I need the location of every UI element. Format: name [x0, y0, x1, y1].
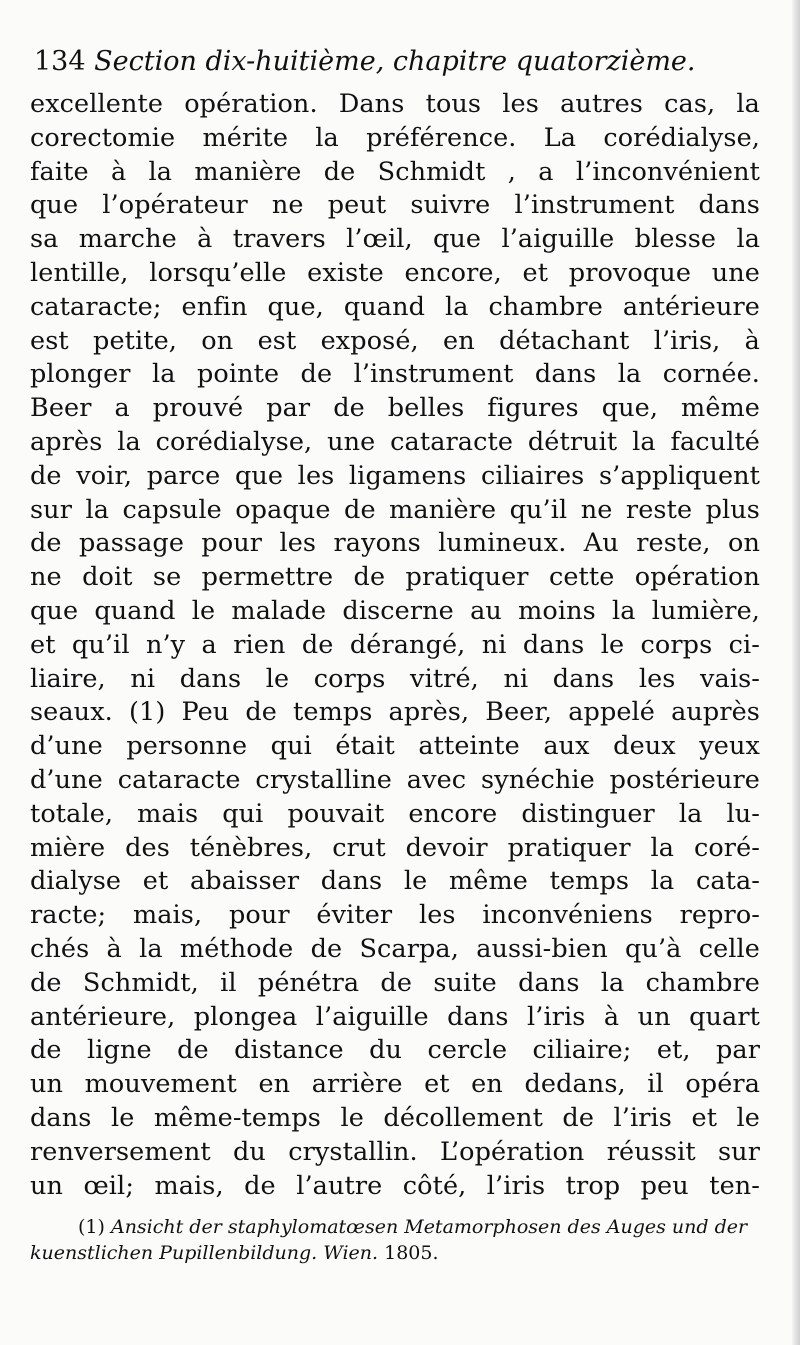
- footnote-line-1: [30, 1214, 770, 1240]
- text-line: de voir, parce que les ligamens ciliaires s’appliquent: [30, 460, 760, 491]
- text-line: de Schmidt, il pénétra de suite dans la chambre: [30, 967, 760, 998]
- text-line: dialyse et abaisser dans le même temps la cata-: [30, 866, 760, 897]
- text-line: faite à la manière de Schmidt , a l’inconvénient: [30, 156, 760, 187]
- text-line: et qu’il n’y a rien de dérangé, ni dans le corps ci-: [30, 629, 760, 660]
- text-line: plonger la pointe de l’instrument dans la cornée.: [30, 359, 760, 390]
- body-text: [30, 88, 760, 1203]
- text-line: seaux. (1) Peu de temps après, Beer, appelé auprès: [30, 697, 760, 728]
- text-line: d’une personne qui était atteinte aux deux yeux: [30, 731, 760, 762]
- text-line: un mouvement en arrière et en dedans, il opéra: [30, 1069, 760, 1100]
- text-line: excellente opération. Dans tous les autres cas, la: [30, 89, 760, 119]
- page-number: 134: [34, 46, 86, 77]
- text-line: d’une cataracte crystalline avec synéchie postérieure: [30, 764, 760, 795]
- running-head: [34, 44, 774, 80]
- page-edge-shadow: [792, 0, 800, 1345]
- text-line: corectomie mérite la préférence. La corédialyse,: [30, 122, 760, 153]
- footnote-citation-1: Ansicht der staphylomatœsen Metamorphosen des Auges und der: [110, 1216, 748, 1238]
- footnote: [30, 1214, 770, 1266]
- text-line: de passage pour les rayons lumineux. Au reste, on: [30, 528, 760, 559]
- chapter-title: Section dix-huitième, chapitre quatorzième.: [94, 46, 696, 77]
- footnote-year: 1805.: [384, 1242, 439, 1264]
- text-line: de ligne de distance du cercle ciliaire; et, par: [30, 1035, 760, 1066]
- text-line: que l’opérateur ne peut suivre l’instrument dans: [30, 190, 760, 221]
- text-line: liaire, ni dans le corps vitré, ni dans les vais-: [30, 663, 760, 694]
- text-line: est petite, on est exposé, en détachant l’iris, à: [30, 325, 760, 356]
- footnote-citation-2: kuenstlichen Pupillenbildung. Wien.: [30, 1242, 379, 1264]
- text-line: racte; mais, pour éviter les inconvéniens repro-: [30, 900, 760, 931]
- text-line: mière des ténèbres, crut devoir pratiquer la coré-: [30, 832, 760, 863]
- text-line: lentille, lorsqu’elle existe encore, et provoque une: [30, 257, 760, 288]
- text-line: chés à la méthode de Scarpa, aussi-bien qu’à celle: [30, 933, 760, 964]
- text-line: Beer a prouvé par de belles figures que, même: [30, 393, 760, 424]
- text-line: sur la capsule opaque de manière qu’il ne reste plus: [30, 494, 760, 525]
- footnote-line-2: [30, 1240, 770, 1266]
- text-line: après la corédialyse, une cataracte détruit la faculté: [30, 426, 760, 457]
- text-line: cataracte; enfin que, quand la chambre antérieure: [30, 291, 760, 322]
- text-line: dans le même-temps le décollement de l’iris et le: [30, 1102, 760, 1133]
- text-line: renversement du crystallin. L’opération réussit sur: [30, 1136, 760, 1167]
- text-line: un œil; mais, de l’autre côté, l’iris trop peu ten-: [30, 1170, 760, 1201]
- footnote-marker: (1): [78, 1216, 105, 1238]
- text-line: ne doit se permettre de pratiquer cette opération: [30, 562, 760, 593]
- text-line: que quand le malade discerne au moins la lumière,: [30, 595, 760, 626]
- text-line: antérieure, plongea l’aiguille dans l’iris à un quart: [30, 1001, 760, 1032]
- text-line: sa marche à travers l’œil, que l’aiguille blesse la: [30, 224, 760, 255]
- text-line: totale, mais qui pouvait encore distinguer la lu-: [30, 798, 760, 829]
